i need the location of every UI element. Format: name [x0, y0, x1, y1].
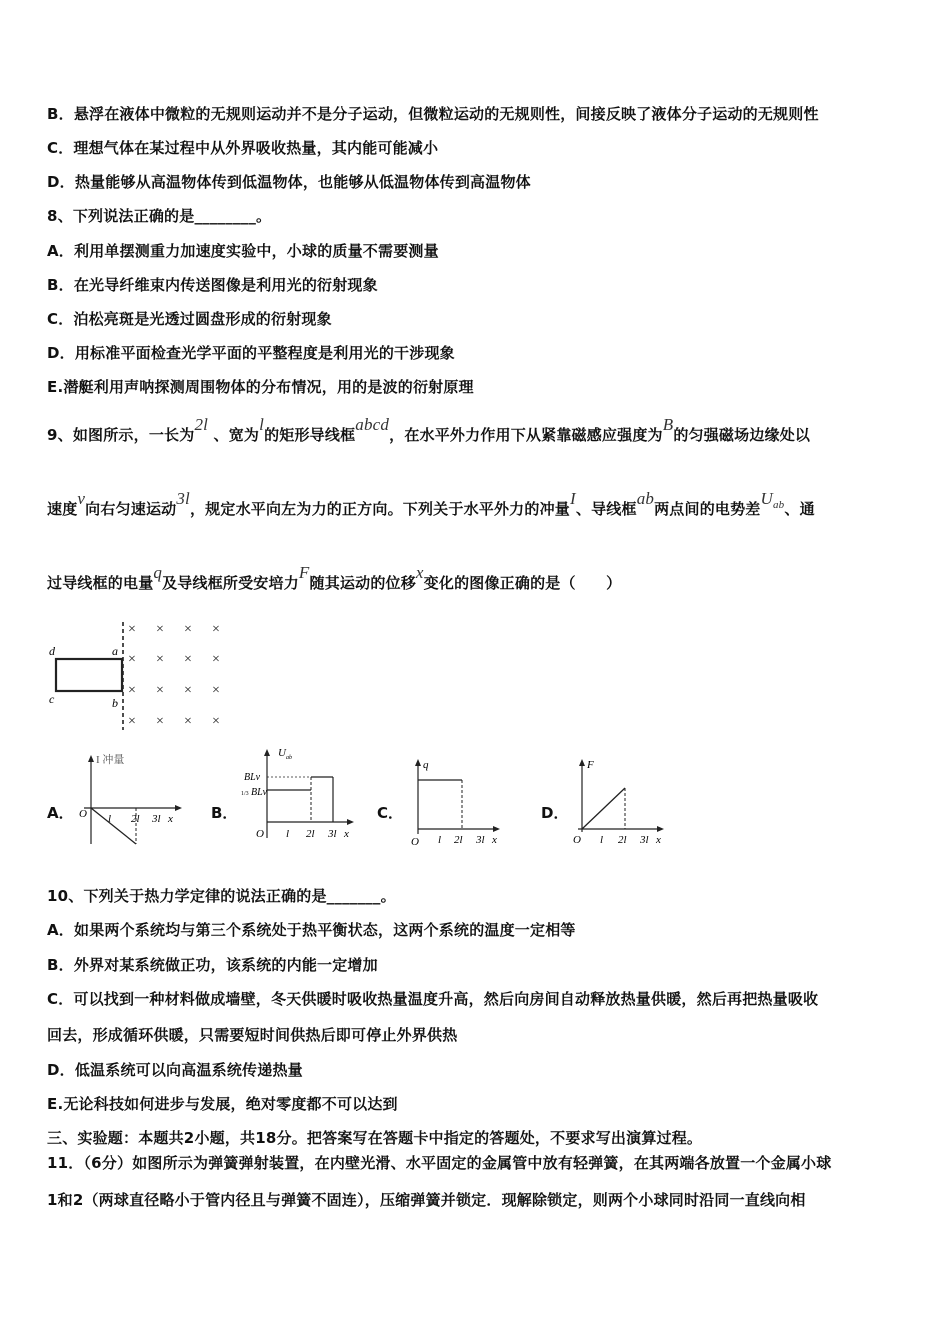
q10-option-d: D．低温系统可以向高温系统传递热量	[47, 1061, 303, 1079]
q9-option-d-letter[interactable]: D．	[541, 804, 569, 822]
svg-text:×: ×	[128, 622, 136, 637]
svg-text:×: ×	[156, 622, 164, 637]
svg-text:O: O	[573, 834, 581, 846]
svg-text:3l: 3l	[328, 828, 337, 840]
q10-option-e: E.无论科技如何进步与发展，绝对零度都不可以达到	[47, 1095, 398, 1113]
section3-heading: 三、实验题：本题共2小题，共18分。把答案写在答题卡中指定的答题处，不要求写出演算过程。	[47, 1129, 703, 1147]
svg-text:O: O	[256, 828, 264, 840]
impulse-line	[91, 808, 136, 844]
svg-text:×: ×	[156, 683, 164, 698]
q8-option-b: B．在光导纤维束内传送图像是利用光的衍射现象	[47, 276, 378, 294]
q9-loop-field-figure	[44, 618, 234, 736]
q8-option-c: C．泊松亮斑是光透过圆盘形成的衍射现象	[47, 310, 332, 328]
svg-text:×: ×	[212, 652, 220, 667]
svg-text:l: l	[108, 813, 112, 825]
q8-option-d: D．用标准平面检查光学平面的平整程度是利用光的干涉现象	[47, 344, 455, 362]
q9-stem-line3: 过导线框的电量q及导线框所受安培力F随其运动的位移x变化的图像正确的是（ ）	[47, 563, 622, 592]
field-crosses	[128, 622, 220, 729]
label-d: d	[49, 644, 55, 658]
q7-option-d: D．热量能够从高温物体传到低温物体，也能够从低温物体传到高温物体	[47, 173, 531, 191]
svg-text:×: ×	[184, 652, 192, 667]
svg-text:2l: 2l	[454, 834, 463, 846]
q11-line1: 11．（6分）如图所示为弹簧弹射装置，在内壁光滑、水平固定的金属管中放有轻弹簧，在其两端各放置一个金属小球	[47, 1154, 832, 1172]
q7-option-c: C．理想气体在某过程中从外界吸收热量，其内能可能减小	[47, 139, 439, 157]
label-c: c	[49, 692, 55, 706]
q10-option-b: B．外界对某系统做正功，该系统的内能一定增加	[47, 956, 378, 974]
svg-text:O: O	[79, 808, 87, 820]
q9-option-c-letter[interactable]: C．	[377, 804, 404, 822]
q9-stem-line1: 9、如图所示，一长为2l 、宽为l的矩形导线框abcd，在水平外力作用下从紧靠磁感应强度为B的匀强磁场边缘处以	[47, 415, 811, 444]
svg-text:q: q	[423, 759, 429, 771]
q9-option-c-graph[interactable]	[404, 756, 504, 850]
svg-text:F: F	[587, 759, 594, 771]
svg-text:×: ×	[128, 683, 136, 698]
label-a: a	[112, 644, 118, 658]
q10-option-c-line2: 回去，形成循环供暖，只需要短时间供热后即可停止外界供热	[47, 1026, 458, 1044]
svg-text:x: x	[344, 828, 349, 840]
svg-text:x: x	[656, 834, 661, 846]
svg-text:1/3: 1/3	[241, 791, 249, 797]
q10-stem: 10、下列关于热力学定律的说法正确的是_______。	[47, 887, 396, 905]
svg-text:x: x	[492, 834, 497, 846]
svg-text:l: l	[438, 834, 442, 846]
svg-text:×: ×	[212, 714, 220, 729]
svg-text:2l: 2l	[306, 828, 315, 840]
q9-option-a-graph[interactable]	[76, 752, 186, 848]
q8-option-e: E.潜艇利用声呐探测周围物体的分布情况，用的是波的衍射原理	[47, 378, 474, 396]
svg-text:x: x	[168, 813, 173, 825]
svg-text:×: ×	[184, 714, 192, 729]
q10-option-c-line1: C．可以找到一种材料做成墙壁，冬天供暖时吸收热量温度升高，然后向房间自动释放热量供暖，然后再把热量吸收	[47, 990, 819, 1008]
q9-stem-line2: 速度v向右匀速运动3l，规定水平向左为力的正方向。下列关于水平外力的冲量I、导线框ab两点间的电势差$U^{ab}$、通	[47, 489, 815, 518]
q11-line2: 1和2（两球直径略小于管内径且与弹簧不固连），压缩弹簧并锁定．现解除锁定，则两个小球同时沿同一直线向相	[47, 1191, 806, 1209]
svg-text:3l: 3l	[476, 834, 485, 846]
q10-option-a: A．如果两个系统均与第三个系统处于热平衡状态，这两个系统的温度一定相等	[47, 921, 576, 939]
svg-text:O: O	[411, 836, 419, 848]
svg-text:2l: 2l	[131, 813, 140, 825]
svg-text:l: l	[286, 828, 290, 840]
svg-text:×: ×	[212, 622, 220, 637]
wire-loop	[56, 659, 122, 691]
svg-text:BLv: BLv	[251, 787, 268, 798]
q9-option-b-letter[interactable]: B．	[211, 804, 238, 822]
svg-text:l: l	[600, 834, 604, 846]
svg-text:×: ×	[212, 683, 220, 698]
svg-text:3l: 3l	[152, 813, 161, 825]
svg-text:×: ×	[128, 652, 136, 667]
q8-option-a: A．利用单摆测重力加速度实验中，小球的质量不需要测量	[47, 242, 439, 260]
svg-text:U: U	[278, 747, 286, 759]
svg-text:×: ×	[184, 622, 192, 637]
svg-text:ab: ab	[286, 755, 292, 761]
svg-text:×: ×	[184, 683, 192, 698]
q8-stem: 8、下列说法正确的是________。	[47, 207, 272, 225]
label-b: b	[112, 696, 118, 710]
q9-option-a-letter[interactable]: A．	[47, 804, 74, 822]
svg-text:×: ×	[156, 652, 164, 667]
q9-option-b-graph[interactable]	[240, 746, 358, 846]
svg-text:BLv: BLv	[244, 772, 261, 783]
q9-option-d-graph[interactable]	[570, 756, 670, 850]
svg-text:×: ×	[156, 714, 164, 729]
svg-text:2l: 2l	[618, 834, 627, 846]
svg-text:×: ×	[128, 714, 136, 729]
q7-option-b: B．悬浮在液体中微粒的无规则运动并不是分子运动，但微粒运动的无规则性，间接反映了液体分子运动的无规则性	[47, 105, 819, 123]
svg-text:I 冲量: I 冲量	[96, 754, 125, 766]
svg-text:3l: 3l	[640, 834, 649, 846]
